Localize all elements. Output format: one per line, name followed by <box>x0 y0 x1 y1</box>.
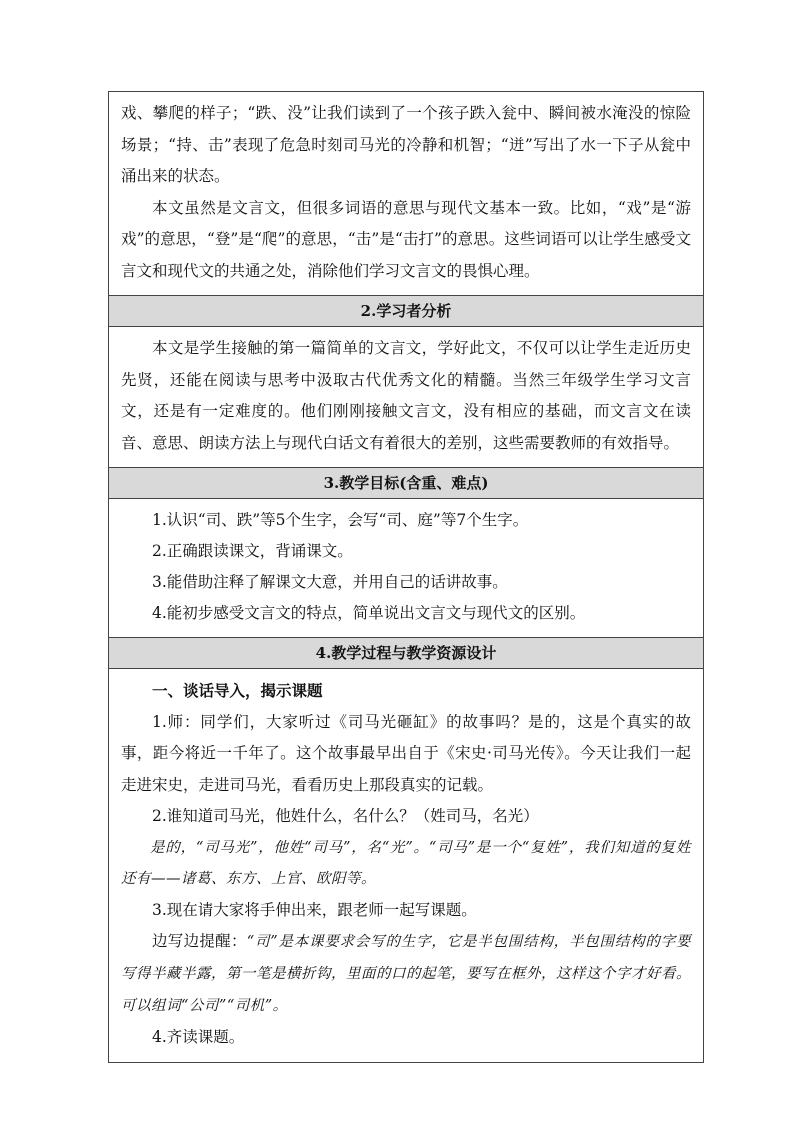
process-note-3-lead: 边写边提醒： <box>152 932 247 950</box>
objective-item: 4.能初步感受文言文的特点，简单说出文言文与现代文的区别。 <box>152 604 586 622</box>
process-step-1: 1.师：同学们，大家听过《司马光砸缸》的故事吗？是的，这是个真实的故事，距今将近一千年了。这个故事最早出自于《宋史·司马光传》。今天让我们一起走进宋史，走进司马光，看看历史上那段真实的记载。 <box>121 712 691 794</box>
content-row-intro <box>109 92 704 296</box>
heading-row-process <box>109 638 704 669</box>
content-row-objectives <box>109 499 704 638</box>
process-note-3 <box>121 926 691 1022</box>
process-content <box>109 669 703 1062</box>
content-row-process <box>109 669 704 1063</box>
intro-paragraph-1: 戏、攀爬的样子；“跌、没”让我们读到了一个孩子跌入瓮中、瞬间被水淹没的惊险场景；“持、击”表现了危急时刻司马光的冷静和机智；“迸”写出了水一下子从瓮中涌出来的状态。 <box>121 104 691 185</box>
heading-row-objectives <box>109 468 704 499</box>
intro-paragraph-2: 本文虽然是文言文，但很多词语的意思与现代文基本一致。比如，“戏”是“游戏”的意思，“登”是“爬”的意思，“击”是“击打”的意思。这些词语可以让学生感受文言文和现代文的共通之处，消除他们学习文言文的畏惧心理。 <box>121 198 691 280</box>
process-step-4: 4.齐读课题。 <box>152 1028 245 1046</box>
section-heading-learner-analysis: 2.学习者分析 <box>109 296 704 327</box>
document-page <box>108 91 704 1063</box>
objectives-content <box>109 499 703 637</box>
process-note-3-text: “司”是本课要求会写的生字，它是半包围结构，半包围结构的字要写得半藏半露，第一笔是横折钩，里面的口的起笔，要写在框外，这样这个字才好看。可以组词“公司”“司机”。 <box>121 934 691 1014</box>
objective-item: 3.能借助注释了解课文大意，并用自己的话讲故事。 <box>152 573 508 591</box>
lesson-plan-table <box>108 91 704 1063</box>
section-heading-process: 4.教学过程与教学资源设计 <box>109 638 704 669</box>
section-heading-objectives: 3.教学目标(含重、难点) <box>109 468 704 499</box>
content-row-learner-analysis <box>109 327 704 468</box>
process-step-3: 3.现在请大家将手伸出来，跟老师一起写课题。 <box>152 900 477 919</box>
objective-item: 1.认识“司、跌”等5个生字，会写“司、庭”等7个生字。 <box>152 511 529 529</box>
objective-item: 2.正确跟读课文，背诵课文。 <box>152 542 353 560</box>
intro-content <box>109 92 703 295</box>
learner-analysis-paragraph: 本文是学生接触的第一篇简单的文言文，学好此文，不仅可以让学生走近历史先贤，还能在阅读与思考中汲取古代优秀文化的精髓。当然三年级学生学习文言文，还是有一定难度的。他们刚刚接触文言文，没有相应的基础，而文言文在读音、意思、朗读方法上与现代白话文有着很大的差别，这些需要教师的有效指导。 <box>121 339 691 452</box>
process-subheading: 一、谈话导入，揭示课题 <box>152 681 323 700</box>
learner-analysis-content <box>109 327 703 467</box>
process-step-2: 2.谁知道司马光，他姓什么，名什么？（姓司马，名光） <box>152 807 539 825</box>
heading-row-learner-analysis <box>109 296 704 327</box>
process-note-2: 是的，“司马光”，他姓“司马”，名“光”。“司马”是一个“复姓”，我们知道的复姓还有——诸葛、东方、上官、欧阳等。 <box>121 839 691 887</box>
